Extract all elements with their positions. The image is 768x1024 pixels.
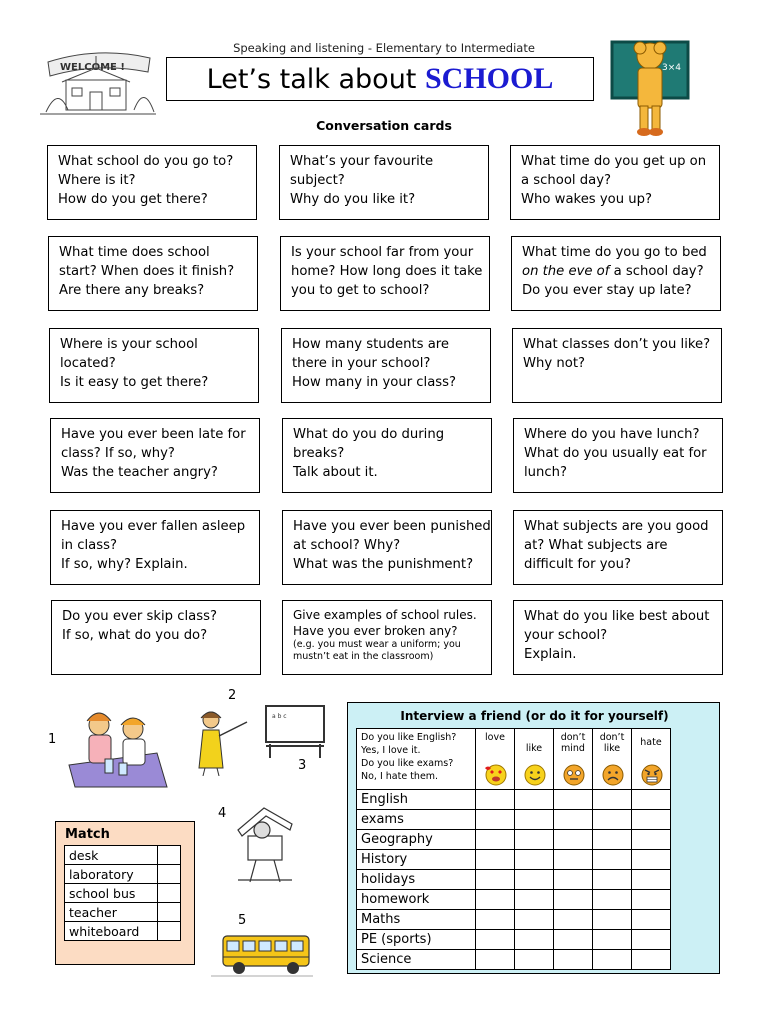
desk-picture xyxy=(232,800,296,886)
answer-cell[interactable] xyxy=(554,950,593,970)
conversation-card: Have you ever fallen asleep in class? If so, why? Explain. xyxy=(50,510,260,585)
interview-subject: History xyxy=(357,850,476,870)
answer-cell[interactable] xyxy=(554,870,593,890)
answer-cell[interactable] xyxy=(632,830,671,850)
match-row xyxy=(65,865,181,884)
answer-cell[interactable] xyxy=(476,830,515,850)
answer-cell[interactable] xyxy=(515,930,554,950)
welcome-sign-text: WELCOME ! xyxy=(60,62,125,73)
picture-number-1: 1 xyxy=(48,732,57,747)
conversation-card: Is your school far from your home? How long does it take you to get to school? xyxy=(280,236,490,311)
match-word: desk xyxy=(65,846,158,865)
conversation-card: What do you like best about your school? Explain. xyxy=(513,600,723,675)
column-hate: hate xyxy=(632,729,671,790)
match-title: Match xyxy=(65,827,110,842)
answer-cell[interactable] xyxy=(476,870,515,890)
answer-cell[interactable] xyxy=(515,910,554,930)
answer-cell[interactable] xyxy=(632,850,671,870)
answer-cell[interactable] xyxy=(632,930,671,950)
conversation-card: What subjects are you good at? What subjects are difficult for you? xyxy=(513,510,723,585)
column-love: love xyxy=(476,729,515,790)
answer-cell[interactable] xyxy=(554,850,593,870)
conversation-card: Give examples of school rules. Have you ever broken any? (e.g. you must wear a uniform; you mustn’t eat in the classroom) xyxy=(282,600,492,675)
page-title xyxy=(166,57,594,101)
school-bus-picture xyxy=(209,930,315,978)
answer-cell[interactable] xyxy=(554,910,593,930)
answer-cell[interactable] xyxy=(632,950,671,970)
whiteboard-text: a b c xyxy=(272,713,287,720)
conversation-card: Do you ever skip class? If so, what do you do? xyxy=(51,600,261,675)
conversation-card: What’s your favourite subject? Why do you like it? xyxy=(279,145,489,220)
answer-cell[interactable] xyxy=(554,810,593,830)
answer-cell[interactable] xyxy=(554,930,593,950)
interview-row xyxy=(357,810,671,830)
answer-cell[interactable] xyxy=(476,950,515,970)
column-dont-mind: don’t mind xyxy=(554,729,593,790)
match-answer-cell[interactable] xyxy=(158,922,181,941)
interview-table xyxy=(356,728,671,970)
picture-number-5: 5 xyxy=(238,913,247,928)
conversation-card: Where is your school located? Is it easy to get there? xyxy=(49,328,259,403)
answer-cell[interactable] xyxy=(476,790,515,810)
answer-cell[interactable] xyxy=(554,790,593,810)
picture-number-3: 3 xyxy=(298,758,307,773)
interview-row xyxy=(357,870,671,890)
answer-cell[interactable] xyxy=(632,810,671,830)
interview-subject: exams xyxy=(357,810,476,830)
conversation-card: What time do you go to bed on the eve of a school day? Do you ever stay up late? xyxy=(511,236,721,311)
title-highlight-text: SCHOOL xyxy=(424,62,554,95)
interview-subject: PE (sports) xyxy=(357,930,476,950)
match-row xyxy=(65,884,181,903)
answer-cell[interactable] xyxy=(593,850,632,870)
interview-subject: Geography xyxy=(357,830,476,850)
section-title: Conversation cards xyxy=(316,118,452,133)
answer-cell[interactable] xyxy=(515,830,554,850)
laboratory-picture xyxy=(67,703,169,789)
answer-cell[interactable] xyxy=(476,890,515,910)
interview-subject: Science xyxy=(357,950,476,970)
answer-cell[interactable] xyxy=(632,890,671,910)
match-answer-cell[interactable] xyxy=(158,865,181,884)
sad-face-icon xyxy=(602,764,624,786)
column-like: like xyxy=(515,729,554,790)
interview-title: Interview a friend (or do it for yourself) xyxy=(400,709,669,723)
conversation-card: What classes don’t you like? Why not? xyxy=(512,328,722,403)
love-face-icon xyxy=(485,764,507,786)
teacher-picture xyxy=(193,708,249,776)
match-word: teacher xyxy=(65,903,158,922)
interview-row xyxy=(357,950,671,970)
answer-cell[interactable] xyxy=(593,870,632,890)
answer-cell[interactable] xyxy=(632,790,671,810)
match-answer-cell[interactable] xyxy=(158,903,181,922)
answer-cell[interactable] xyxy=(554,890,593,910)
interview-row xyxy=(357,850,671,870)
answer-cell[interactable] xyxy=(632,870,671,890)
match-row xyxy=(65,922,181,941)
match-table xyxy=(64,845,181,941)
answer-cell[interactable] xyxy=(515,890,554,910)
page-subtitle: Speaking and listening - Elementary to Intermediate xyxy=(233,41,535,55)
angry-face-icon xyxy=(641,764,663,786)
conversation-card: Have you ever been punished at school? Why? What was the punishment? xyxy=(282,510,492,585)
smile-face-icon xyxy=(524,764,546,786)
match-word: whiteboard xyxy=(65,922,158,941)
answer-cell[interactable] xyxy=(476,930,515,950)
picture-number-4: 4 xyxy=(218,806,227,821)
interview-row xyxy=(357,910,671,930)
match-word: school bus xyxy=(65,884,158,903)
answer-cell[interactable] xyxy=(476,810,515,830)
answer-cell[interactable] xyxy=(515,950,554,970)
answer-cell[interactable] xyxy=(515,790,554,810)
match-box xyxy=(55,821,195,965)
answer-cell[interactable] xyxy=(515,810,554,830)
answer-cell[interactable] xyxy=(593,930,632,950)
interview-row xyxy=(357,930,671,950)
answer-cell[interactable] xyxy=(632,910,671,930)
interview-subject: holidays xyxy=(357,870,476,890)
answer-cell[interactable] xyxy=(593,910,632,930)
conversation-card: What do you do during breaks? Talk about it. xyxy=(282,418,492,493)
answer-cell[interactable] xyxy=(593,950,632,970)
answer-cell[interactable] xyxy=(554,830,593,850)
match-word: laboratory xyxy=(65,865,158,884)
interview-box xyxy=(347,702,720,974)
interview-row xyxy=(357,890,671,910)
interview-subject: homework xyxy=(357,890,476,910)
answer-cell[interactable] xyxy=(476,910,515,930)
title-plain-text: Let’s talk about xyxy=(206,64,425,95)
column-dont-like: don’t like xyxy=(593,729,632,790)
picture-number-2: 2 xyxy=(228,688,237,703)
interview-row xyxy=(357,790,671,810)
conversation-card: What time do you get up on a school day? Who wakes you up? xyxy=(510,145,720,220)
answer-cell[interactable] xyxy=(515,850,554,870)
answer-cell[interactable] xyxy=(593,810,632,830)
answer-cell[interactable] xyxy=(593,790,632,810)
conversation-card: What time does school start? When does it finish? Are there any breaks? xyxy=(48,236,258,311)
interview-subject: Maths xyxy=(357,910,476,930)
whiteboard-picture xyxy=(264,704,326,760)
welcome-school-picture xyxy=(38,46,158,118)
interview-row xyxy=(357,830,671,850)
answer-cell[interactable] xyxy=(593,830,632,850)
answer-cell[interactable] xyxy=(476,850,515,870)
match-answer-cell[interactable] xyxy=(158,884,181,903)
teacher-blackboard-text: 3×4 xyxy=(662,63,681,73)
interview-prompt: Do you like English? Yes, I love it. Do you like exams? No, I hate them. xyxy=(357,729,476,790)
match-row xyxy=(65,846,181,865)
interview-header-row xyxy=(357,729,671,790)
conversation-card: Where do you have lunch? What do you usually eat for lunch? xyxy=(513,418,723,493)
neutral-face-icon xyxy=(563,764,585,786)
match-answer-cell[interactable] xyxy=(158,846,181,865)
answer-cell[interactable] xyxy=(515,870,554,890)
conversation-card: What school do you go to? Where is it? How do you get there? xyxy=(47,145,257,220)
match-row xyxy=(65,903,181,922)
answer-cell[interactable] xyxy=(593,890,632,910)
interview-subject: English xyxy=(357,790,476,810)
conversation-card: Have you ever been late for class? If so, why? Was the teacher angry? xyxy=(50,418,260,493)
conversation-card: How many students are there in your school? How many in your class? xyxy=(281,328,491,403)
